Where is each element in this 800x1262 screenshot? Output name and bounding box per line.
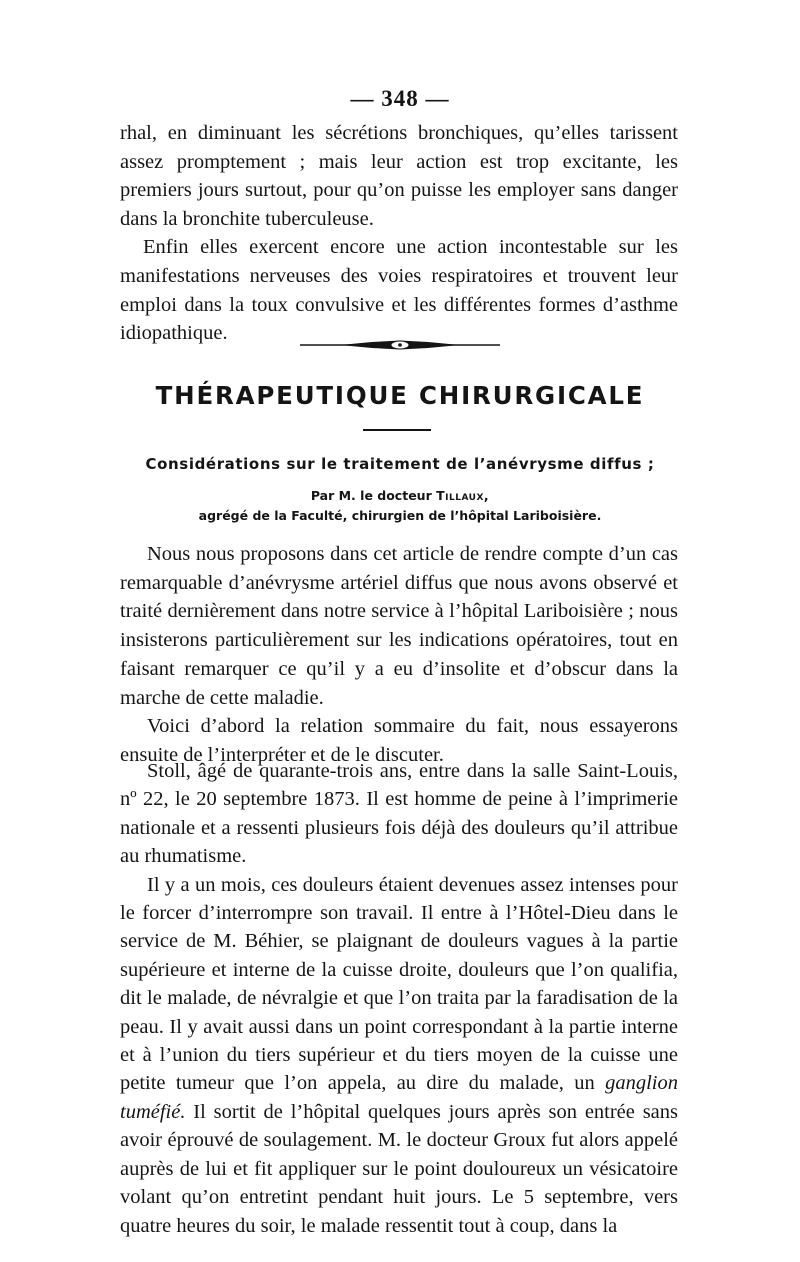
paragraph xyxy=(120,871,678,1240)
paragraph: Voici d’abord la relation sommaire du fait, nous essayerons ensuite de l’interpréter et de le discuter. xyxy=(120,715,678,766)
continued-text-block xyxy=(120,119,678,348)
author-line xyxy=(0,488,800,503)
article-introduction xyxy=(120,540,678,770)
italic-term: ganglion tuméfié. xyxy=(120,1072,679,1123)
ornamental-rule xyxy=(300,339,500,351)
author-affiliation: agrégé de la Faculté, chirurgien de l’hôpital Lariboisière. xyxy=(198,508,602,523)
page-number: — 348 — xyxy=(350,86,450,111)
title-underline xyxy=(363,429,431,431)
paragraph-text: Il sortit de l’hôpital quelques jours après son entrée sans avoir éprouvé de soulagement. M. le docteur Groux fut alors appelé auprès de lui et fit appliquer sur le point douloureux un vésicatoire volant qu’on entretint pendant huit jours. Le 5 septembre, vers quatre heures du soir, le malade ressentit tout à coup, dans la xyxy=(120,1100,678,1237)
section-title: THÉRAPEUTIQUE CHIRURGICALE xyxy=(155,381,645,410)
case-report xyxy=(120,757,678,1240)
paragraph: rhal, en diminuant les sécrétions bronchiques, qu’elles tarissent assez promptement ; mais leur action est trop excitante, les premiers jours surtout, pour qu’on puisse les employer sans danger dans la bronchite tuberculeuse. xyxy=(120,122,678,230)
article-subtitle: Considérations sur le traitement de l’anévrysme diffus ; xyxy=(145,455,655,473)
author-name: Tillaux, xyxy=(436,488,490,503)
paragraph-text: Il y a un mois, ces douleurs étaient devenues assez intenses pour le forcer d’interrompre son travail. Il entre à l’Hôtel-Dieu dans le service de M. Béhier, se plaignant de douleurs vagues à la partie supérieure et interne de la cuisse droite, douleurs que l’on qualifia, dit le malade, de névralgie et que l’on traita par la faradisation de la peau. Il y avait aussi dans un point correspondant à la partie interne et à l’union du tiers supérieur et du tiers moyen de la cuisse une petite tumeur que l’on appela, au dire du malade, un xyxy=(120,873,678,1095)
paragraph: Enfin elles exercent encore une action incontestable sur les manifestations nerveuses des voies respiratoires et trouvent leur emploi dans la toux convulsive et les différentes formes d’asthme idiopathique. xyxy=(120,236,678,345)
byline-prefix: Par M. le docteur xyxy=(310,488,432,503)
paragraph: Nous nous proposons dans cet article de rendre compte d’un cas remarquable d’anévrysme artériel diffus que nous avons observé et traité dernièrement dans notre service à l’hôpital Lariboisière ; nous insisterons particulièrement sur les indications opératoires, tout en faisant remarquer ce qu’il y a eu d’insolite et d’obscur dans la marche de cette maladie. xyxy=(120,543,678,709)
paragraph: Stoll, âgé de quarante-trois ans, entre dans la salle Saint-Louis, nº 22, le 20 septembre 1873. Il est homme de peine à l’imprimerie nationale et a ressenti plusieurs fois déjà des douleurs qu’il attribue au rhumatisme. xyxy=(120,760,678,868)
